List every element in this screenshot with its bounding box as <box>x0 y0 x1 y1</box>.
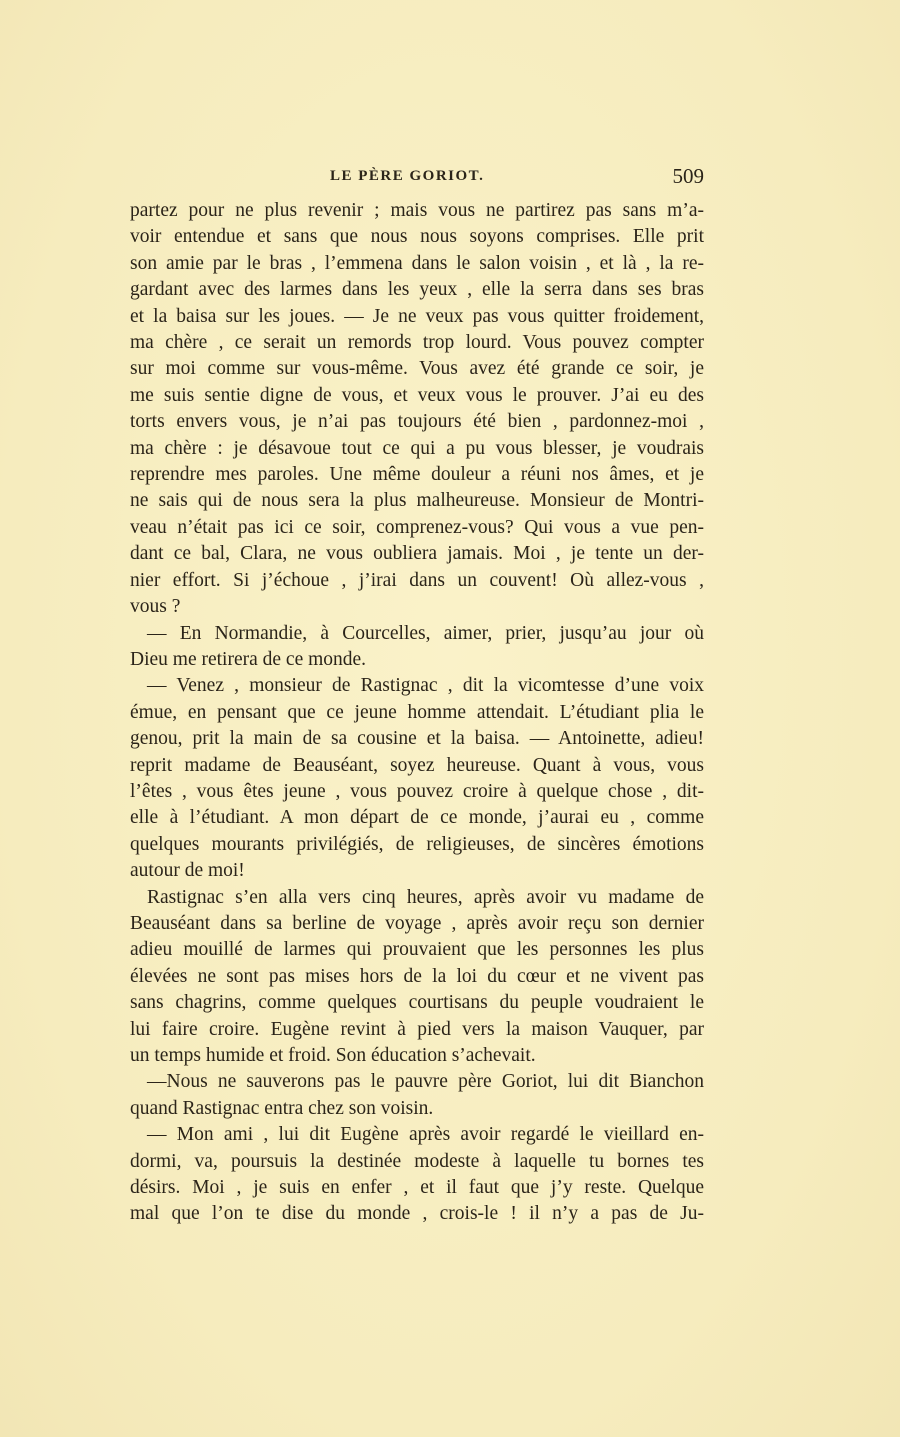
text-line: voir entendue et sans que nous nous soyons comprises. Elle prit <box>130 226 704 248</box>
text-line: me suis sentie digne de vous, et veux vous le prouver. J’ai eu des <box>130 384 704 406</box>
paragraph <box>130 1122 704 1228</box>
text-line: et la baisa sur les joues. — Je ne veux pas vous quitter froidement, <box>130 305 704 327</box>
text-line: dormi, va, poursuis la destinée modeste à laquelle tu bornes tes <box>130 1150 704 1172</box>
text-line: gardant avec des larmes dans les yeux , elle la serra dans ses bras <box>130 279 704 301</box>
text-line: émue, en pensant que ce jeune homme attendait. L’étudiant plia le <box>130 701 704 723</box>
paragraph <box>130 885 704 1070</box>
text-line: Rastignac s’en alla vers cinq heures, après avoir vu madame de <box>147 886 704 908</box>
text-line: Beauséant dans sa berline de voyage , après avoir reçu son dernier <box>130 912 704 934</box>
text-line: sur moi comme sur vous-même. Vous avez été grande ce soir, je <box>130 358 704 380</box>
text-line: quelques mourants privilégiés, de religieuses, de sincères émotions <box>130 833 704 855</box>
text-line: dant ce bal, Clara, ne vous oubliera jamais. Moi , je tente un der- <box>130 543 704 565</box>
running-header <box>130 164 704 190</box>
text-line: autour de moi! <box>130 860 245 882</box>
text-line: nier effort. Si j’échoue , j’irai dans un couvent! Où allez-vous , <box>130 569 704 591</box>
text-line: ne sais qui de nous sera la plus malheureuse. Monsieur de Montri- <box>130 490 704 512</box>
text-line: — En Normandie, à Courcelles, aimer, prier, jusqu’au jour où <box>147 622 704 644</box>
text-line: désirs. Moi , je suis en enfer , et il faut que j’y reste. Quelque <box>130 1177 704 1199</box>
text-line: vous ? <box>130 596 181 618</box>
paragraph <box>130 1069 704 1122</box>
text-line: ma chère , ce serait un remords trop lourd. Vous pouvez compter <box>130 332 704 354</box>
text-line: reprit madame de Beauséant, soyez heureuse. Quant à vous, vous <box>130 754 704 776</box>
page-number: 509 <box>672 164 704 188</box>
text-line: veau n’était pas ici ce soir, comprenez-vous? Qui vous a vue pen- <box>130 516 704 538</box>
text-line: — Venez , monsieur de Rastignac , dit la vicomtesse d’une voix <box>147 675 704 697</box>
text-line: quand Rastignac entra chez son voisin. <box>130 1097 434 1119</box>
text-line: —Nous ne sauverons pas le pauvre père Goriot, lui dit Bianchon <box>147 1071 704 1093</box>
text-line: l’êtes , vous êtes jeune , vous pouvez croire à quelque chose , dit- <box>130 780 704 802</box>
text-line: un temps humide et froid. Son éducation s’achevait. <box>130 1045 536 1066</box>
text-line: élevées ne sont pas mises hors de la loi du cœur et ne vivent pas <box>130 965 704 987</box>
text-line: lui faire croire. Eugène revint à pied vers la maison Vauquer, par <box>130 1018 704 1040</box>
text-line: genou, prit la main de sa cousine et la baisa. — Antoinette, adieu! <box>130 728 704 750</box>
paragraph <box>130 673 704 884</box>
body-text <box>130 198 704 1228</box>
text-line: mal que l’on te dise du monde , crois-le ! il n’y a pas de Ju- <box>130 1203 704 1225</box>
paragraph <box>130 198 704 621</box>
text-line: — Mon ami , lui dit Eugène après avoir regardé le vieillard en- <box>147 1124 704 1146</box>
running-title: LE PÈRE GORIOT. <box>330 168 485 184</box>
text-line: partez pour ne plus revenir ; mais vous ne partirez pas sans m’a- <box>130 200 704 221</box>
text-line: sans chagrins, comme quelques courtisans du peuple voudraient le <box>130 992 704 1014</box>
text-line: reprendre mes paroles. Une même douleur a réuni nos âmes, et je <box>130 464 704 486</box>
text-line: torts envers vous, je n’ai pas toujours été bien , pardonnez-moi , <box>130 411 704 433</box>
paragraph <box>130 621 704 674</box>
text-line: ma chère : je désavoue tout ce qui a pu vous blesser, je voudrais <box>130 437 704 459</box>
text-line: elle à l’étudiant. A mon départ de ce monde, j’aurai eu , comme <box>130 807 704 829</box>
text-line: Dieu me retirera de ce monde. <box>130 648 367 670</box>
text-line: adieu mouillé de larmes qui prouvaient que les personnes les plus <box>130 939 704 961</box>
text-line: son amie par le bras , l’emmena dans le salon voisin , et là , la re- <box>130 252 704 274</box>
